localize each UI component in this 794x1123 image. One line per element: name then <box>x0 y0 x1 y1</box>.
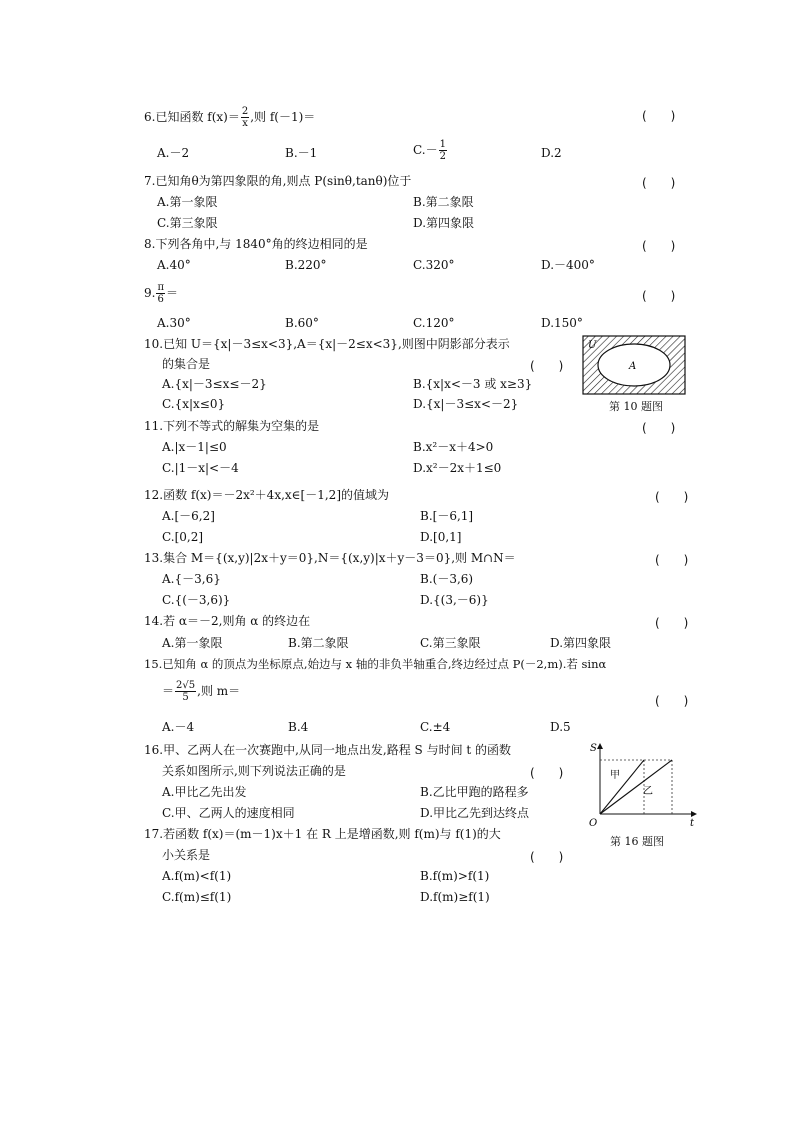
q15-option-c[interactable]: C.±4 <box>420 720 451 734</box>
q11-stem: 11.下列不等式的解集为空集的是 <box>144 419 320 433</box>
q17-option-c[interactable]: C.f(m)≤f(1) <box>162 890 232 904</box>
q11-option-b[interactable]: B.x²－x＋4>0 <box>413 440 494 454</box>
q10-option-b[interactable]: B.{x|x<－3 或 x≥3} <box>413 377 533 391</box>
q16-stem-line2: 关系如图所示,则下列说法正确的是 <box>162 764 346 778</box>
q10-option-d[interactable]: D.{x|－3≤x<－2} <box>413 397 519 411</box>
q16-figure-caption: 第 16 题图 <box>610 835 664 848</box>
q17-stem-line1: 17.若函数 f(x)＝(m－1)x＋1 在 R 上是增函数,则 f(m)与 f(1)的大 <box>144 827 501 841</box>
q6-option-c-prefix: C.－ <box>413 143 438 157</box>
q15-answer-bracket[interactable]: ( ) <box>655 694 689 708</box>
q9-frac-den: 6 <box>157 294 164 305</box>
q16-option-d[interactable]: D.甲比乙先到达终点 <box>420 806 530 820</box>
q8-stem: 8.下列各角中,与 1840°角的终边相同的是 <box>144 237 368 251</box>
q6-option-c-den: 2 <box>439 151 446 162</box>
q6-frac-den: x <box>242 118 248 129</box>
q14-option-a[interactable]: A.第一象限 <box>162 636 223 650</box>
q6-option-d[interactable]: D.2 <box>541 146 562 160</box>
q16-option-a[interactable]: A.甲比乙先出发 <box>162 785 247 799</box>
q16-stem-line1: 16.甲、乙两人在一次赛跑中,从同一地点出发,路程 S 与时间 t 的函数 <box>144 743 512 757</box>
q16-t-label: t <box>690 818 695 828</box>
q10-fig-a-label: A <box>629 361 637 372</box>
q10-option-c[interactable]: C.{x|x≤0} <box>162 397 226 411</box>
q11-option-a[interactable]: A.|x－1|≤0 <box>162 440 227 454</box>
q17-option-a[interactable]: A.f(m)<f(1) <box>162 869 232 883</box>
q9-stem <box>144 282 178 305</box>
q12-option-d[interactable]: D.[0,1] <box>420 530 462 544</box>
q15-frac-num: 2√5 <box>176 680 196 691</box>
q11-answer-bracket[interactable]: ( ) <box>642 421 676 435</box>
q6-stem-part2: ,则 f(－1)＝ <box>250 110 316 124</box>
q14-option-c[interactable]: C.第三象限 <box>420 636 481 650</box>
q9-fraction <box>156 282 165 305</box>
q10-stem-line1: 10.已知 U＝{x|－3≤x<3},A＝{x|－2≤x<3},则图中阴影部分表示 <box>144 337 510 351</box>
q10-figure-caption: 第 10 题图 <box>609 400 663 413</box>
q12-answer-bracket[interactable]: ( ) <box>655 490 689 504</box>
q8-option-d[interactable]: D.－400° <box>541 258 595 272</box>
q8-answer-bracket[interactable]: ( ) <box>642 239 676 253</box>
q15-option-d[interactable]: D.5 <box>550 720 571 734</box>
q7-option-a[interactable]: A.第一象限 <box>157 195 218 209</box>
q9-number: 9. <box>144 286 156 300</box>
q6-stem <box>144 106 315 129</box>
q6-option-c-fraction <box>439 139 447 162</box>
q15-stem-line1: 15.已知角 α 的顶点为坐标原点,始边与 x 轴的非负半轴重合,终边经过点 P(－2,m).若 sinα <box>144 657 607 671</box>
q13-option-d[interactable]: D.{(3,－6)} <box>420 593 489 607</box>
q7-option-b[interactable]: B.第二象限 <box>413 195 474 209</box>
q17-option-b[interactable]: B.f(m)>f(1) <box>420 869 490 883</box>
q7-option-d[interactable]: D.第四象限 <box>413 216 475 230</box>
q14-stem: 14.若 α＝－2,则角 α 的终边在 <box>144 614 311 628</box>
q9-frac-num: π <box>157 282 165 293</box>
q12-stem: 12.函数 f(x)＝－2x²＋4x,x∈[－1,2]的值域为 <box>144 488 389 502</box>
q7-stem: 7.已知角θ为第四象限的角,则点 P(sinθ,tanθ)位于 <box>144 174 412 188</box>
q6-option-c-num: 1 <box>439 139 446 150</box>
q11-option-d[interactable]: D.x²－2x＋1≤0 <box>413 461 502 475</box>
q8-option-a[interactable]: A.40° <box>157 258 191 272</box>
q17-option-d[interactable]: D.f(m)≥f(1) <box>420 890 490 904</box>
q9-option-a[interactable]: A.30° <box>157 316 191 330</box>
q16-distance-time-graph <box>586 738 700 828</box>
q7-option-c[interactable]: C.第三象限 <box>157 216 218 230</box>
q13-option-c[interactable]: C.{(－3,6)} <box>162 593 231 607</box>
q16-option-c[interactable]: C.甲、乙两人的速度相同 <box>162 806 295 820</box>
q10-venn-diagram <box>582 335 686 395</box>
q15-option-a[interactable]: A.－4 <box>162 720 195 734</box>
q17-answer-bracket[interactable]: ( ) <box>530 850 564 864</box>
q9-answer-bracket[interactable]: ( ) <box>642 289 676 303</box>
q12-option-c[interactable]: C.[0,2] <box>162 530 204 544</box>
q14-option-b[interactable]: B.第二象限 <box>288 636 349 650</box>
q6-answer-bracket[interactable]: ( ) <box>642 109 676 123</box>
q16-yi-label: 乙 <box>643 786 653 797</box>
q8-option-c[interactable]: C.320° <box>413 258 455 272</box>
q10-stem-line2: 的集合是 <box>162 357 211 371</box>
q16-jia-line <box>600 760 644 814</box>
q6-option-b[interactable]: B.－1 <box>285 146 318 160</box>
q10-option-a[interactable]: A.{x|－3≤x≤－2} <box>162 377 267 391</box>
q14-option-d[interactable]: D.第四象限 <box>550 636 612 650</box>
q15-option-b[interactable]: B.4 <box>288 720 309 734</box>
q13-option-a[interactable]: A.{－3,6} <box>162 572 221 586</box>
q16-s-label: S <box>590 743 597 754</box>
q10-answer-bracket[interactable]: ( ) <box>530 359 564 373</box>
q9-option-d[interactable]: D.150° <box>541 316 583 330</box>
q10-fig-u-label: U <box>588 340 597 351</box>
q9-option-b[interactable]: B.60° <box>285 316 319 330</box>
q12-option-b[interactable]: B.[－6,1] <box>420 509 474 523</box>
q16-yi-line <box>600 760 672 814</box>
q16-answer-bracket[interactable]: ( ) <box>530 766 564 780</box>
q6-option-c[interactable] <box>413 139 448 162</box>
q15-fraction <box>175 680 196 703</box>
q15-stem-line2 <box>162 680 240 703</box>
q13-stem: 13.集合 M＝{(x,y)|2x＋y＝0},N＝{(x,y)|x＋y－3＝0},则 M∩N＝ <box>144 551 516 565</box>
q16-jia-label: 甲 <box>610 770 620 781</box>
q13-answer-bracket[interactable]: ( ) <box>655 553 689 567</box>
q6-frac-num: 2 <box>241 106 249 117</box>
q15-frac-den: 5 <box>182 692 189 703</box>
q15-equals: ＝ <box>162 684 175 698</box>
q7-answer-bracket[interactable]: ( ) <box>642 176 676 190</box>
q14-answer-bracket[interactable]: ( ) <box>655 616 689 630</box>
q12-option-a[interactable]: A.[－6,2] <box>162 509 215 523</box>
q6-stem-part1: 6.已知函数 f(x)＝ <box>144 110 240 124</box>
q13-option-b[interactable]: B.(－3,6) <box>420 572 474 586</box>
q17-stem-line2: 小关系是 <box>162 848 211 862</box>
q9-option-c[interactable]: C.120° <box>413 316 455 330</box>
q6-fraction <box>241 106 249 129</box>
q8-option-b[interactable]: B.220° <box>285 258 327 272</box>
q15-stem-tail: ,则 m＝ <box>197 684 241 698</box>
q9-equals: ＝ <box>166 286 179 300</box>
q16-option-b[interactable]: B.乙比甲跑的路程多 <box>420 785 529 799</box>
q11-option-c[interactable]: C.|1－x|<－4 <box>162 461 239 475</box>
q16-origin-label: O <box>589 818 598 828</box>
q6-option-a[interactable]: A.－2 <box>157 146 190 160</box>
